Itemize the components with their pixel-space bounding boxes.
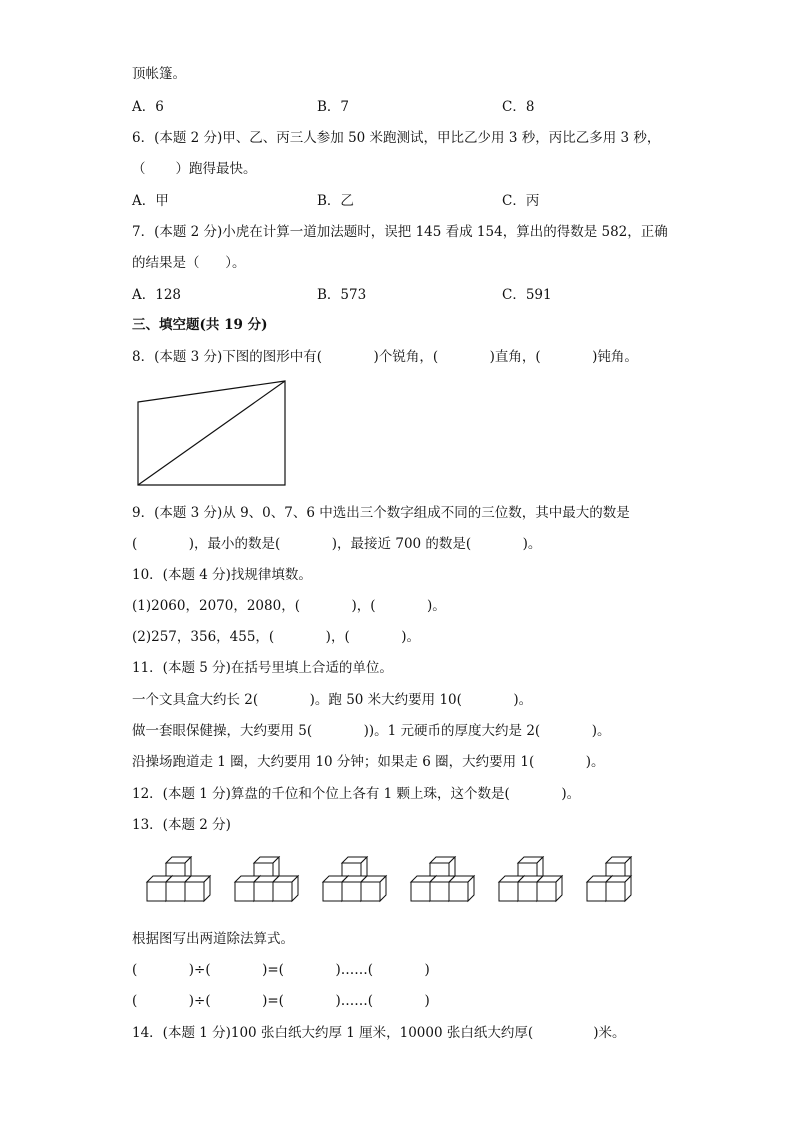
q10-stem: 10．(本题 4 分)找规律填数。 [132,567,312,583]
q6-option-a[interactable]: A．甲 [132,193,169,209]
cube-group [323,857,386,901]
q11-item-2: 做一套眼保健操，大约要用 5( ))。1 元硬币的厚度大约是 2( )。 [132,723,611,739]
section-heading-fill-blank: 三、填空题(共 19 分) [132,317,268,333]
q13-instruction: 根据图写出两道除法算式。 [132,931,294,947]
q6-option-c[interactable]: C．丙 [502,193,540,209]
cube-group [587,857,631,901]
q11-item-1: 一个文具盒大约长 2( )。跑 50 米大约要用 10( )。 [132,692,533,708]
q14-stem: 14．(本题 1 分)100 张白纸大约厚 1 厘米，10000 张白纸大约厚( )米。 [132,1025,626,1041]
q13-stem: 13．(本题 2 分) [132,817,231,833]
q6-option-b[interactable]: B．乙 [317,193,354,209]
q5-option-c[interactable]: C．8 [502,99,535,115]
q7-option-a[interactable]: A．128 [132,287,182,303]
q7-stem-1: 7．(本题 2 分)小虎在计算一道加法题时，误把 145 看成 154，算出的得数是 582，正确 [132,224,668,240]
q13-equation-1: ( )÷( )=( )……( ) [132,962,430,978]
q11-stem: 11．(本题 5 分)在括号里填上合适的单位。 [132,660,393,676]
cube-group [499,857,562,901]
q8-rectangle-diagonal-figure [137,380,287,486]
q6-stem-1: 6．(本题 2 分)甲、乙、丙三人参加 50 米跑测试，甲比乙少用 3 秒，丙比乙多用 3 秒， [132,130,661,146]
q11-item-3: 沿操场跑道走 1 圈，大约要用 10 分钟；如果走 6 圈，大约要用 1( )。 [132,754,605,770]
q8-stem: 8．(本题 3 分)下图的图形中有( )个锐角，( )直角，( )钝角。 [132,349,638,365]
q10-part-2: (2)257，356，455，( )，( )。 [132,629,420,645]
q12-stem: 12．(本题 1 分)算盘的千位和个位上各有 1 颗上珠，这个数是( )。 [132,786,581,802]
q5-option-a[interactable]: A．6 [132,99,164,115]
line-continuation: 顶帐篷。 [132,66,186,82]
q9-stem-2: ( )，最小的数是( )，最接近 700 的数是( )。 [132,536,542,552]
q13-cube-figures [145,856,665,908]
q13-equation-2: ( )÷( )=( )……( ) [132,993,430,1009]
q7-option-c[interactable]: C．591 [502,287,552,303]
cube-group [235,857,298,901]
q6-stem-2: （ ）跑得最快。 [132,161,257,177]
q7-option-b[interactable]: B．573 [317,287,367,303]
q5-option-b[interactable]: B．7 [317,99,350,115]
q9-stem-1: 9．(本题 3 分)从 9、0、7、6 中选出三个数字组成不同的三位数，其中最大的数是 [132,505,630,521]
cube-group [147,857,210,901]
q10-part-1: (1)2060，2070，2080，( )，( )。 [132,598,446,614]
q7-stem-2: 的结果是（ ）。 [132,255,246,271]
cube-group [411,857,474,901]
